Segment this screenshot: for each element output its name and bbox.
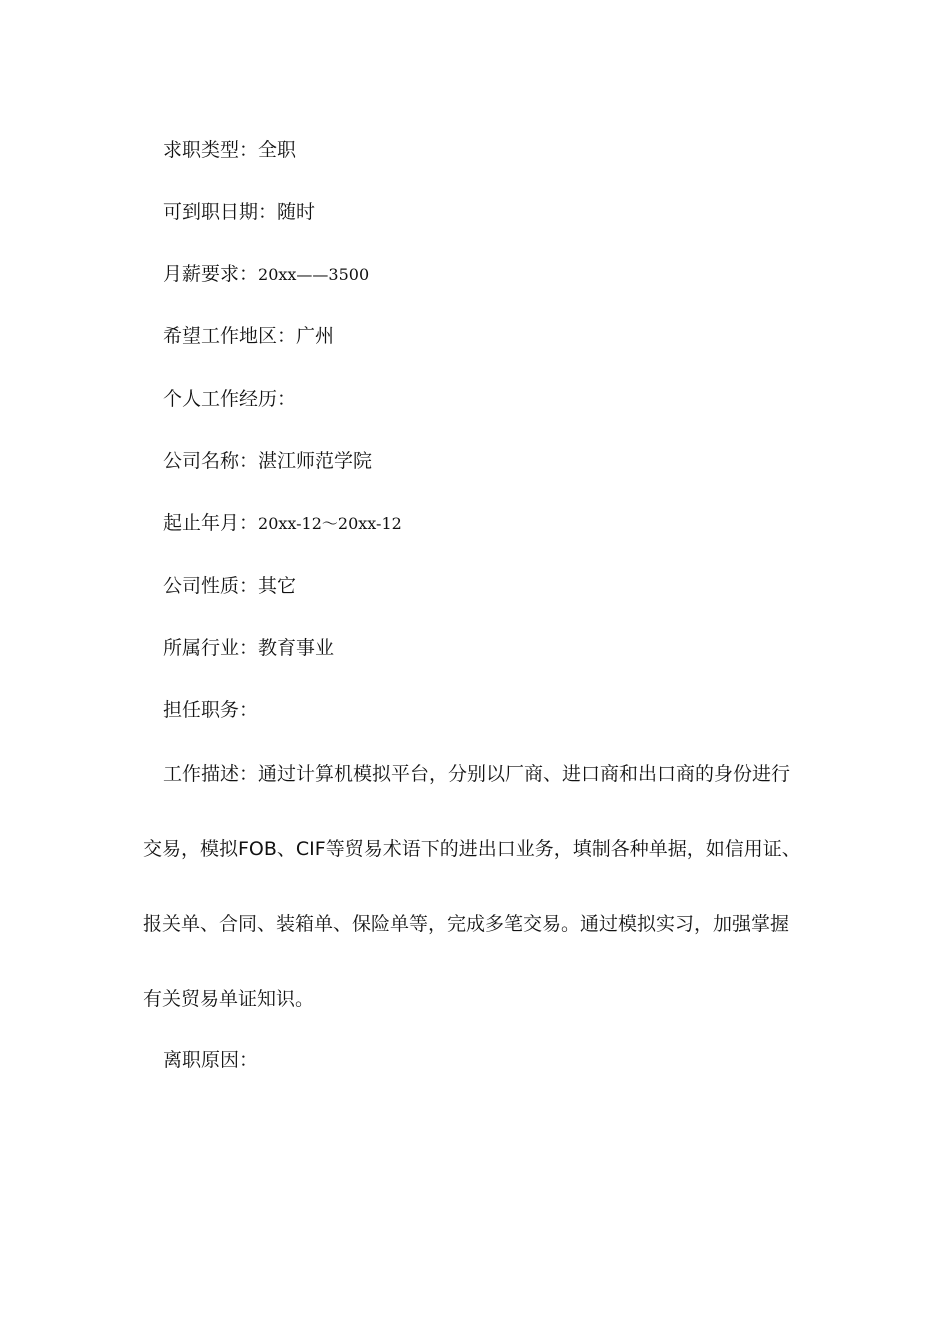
salary-requirement [163, 262, 369, 287]
industry: 所属行业：教育事业 [163, 637, 335, 659]
employment-period [163, 511, 402, 536]
job-type: 求职类型：全职 [163, 139, 297, 161]
period-value: 20xx-12～20xx-12 [258, 514, 402, 533]
experience-header: 个人工作经历： [163, 388, 297, 410]
leave-reason: 离职原因： [163, 1049, 259, 1071]
salary-label: 月薪要求： [163, 263, 259, 285]
desired-location: 希望工作地区：广州 [163, 325, 335, 347]
position: 担任职务： [163, 699, 259, 721]
available-date: 可到职日期：随时 [163, 201, 316, 223]
company-name: 公司名称：湛江师范学院 [163, 450, 373, 472]
salary-value: 20xx——3500 [258, 265, 370, 284]
period-label: 起止年月： [163, 512, 259, 534]
job-description: 工作描述：通过计算机模拟平台，分别以厂商、进口商和出口商的身份进行交易，模拟FOB、CIF等贸易术语下的进出口业务，填制各种单据，如信用证、报关单、合同、装箱单、保险单等，完成多笔交易。通过模拟实习，加强掌握有关贸易单证知识。 [143, 763, 801, 1010]
company-type: 公司性质：其它 [163, 575, 297, 597]
